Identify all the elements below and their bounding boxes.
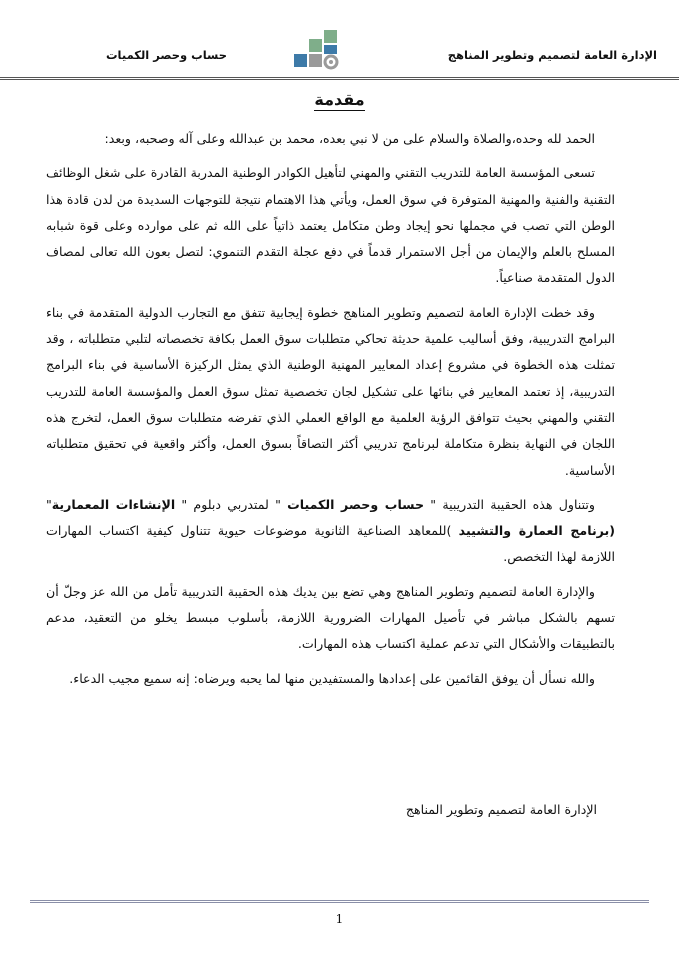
paragraph-course-scope-text-4: )للمعاهد الصناعية الثانوية موضوعات حيوية تتناول كيفية اكتساب المهارات اللازمة لهذا التخصص. — [46, 523, 615, 565]
header-course-title: حساب وحصر الكميات — [106, 48, 228, 62]
footer-divider — [30, 900, 649, 903]
page-title-text: مقدمة — [314, 90, 365, 109]
paragraph-course-scope-text-1: وتتناول هذه الحقيبة التدريبية " — [424, 496, 595, 512]
course-name-bold: حساب وحصر الكميات — [287, 496, 425, 512]
page-title — [0, 90, 679, 109]
diploma-name-bold: الإنشاءات المعمارية — [51, 496, 176, 512]
paragraph-course-scope — [46, 492, 615, 571]
paragraph-course-scope-text-2: " لمتدربي دبلوم " — [175, 496, 288, 512]
paragraph-mission: تسعى المؤسسة العامة للتدريب التقني والمهني لتأهيل الكوادر الوطنية المدربة القادرة على شغل الوظائف التقنية والفنية والمهنية المتوفرة في سوق العمل، ويأتي هذا الاهتمام نتيجة للتوجهات السديدة من لدن قادة هذا الوطن التي تصب في مجملها نحو إيجاد وطن متكامل يعتمد ذاتياً على الله ثم على موارده وعلى قوة شبابه المسلح بالعلم والإيمان من أجل الاستمرار قدماً في دفع عجلة التقدم التنموي: لتصل بعون الله تعالى لمصاف الدول المتقدمة صناعياً. — [46, 165, 615, 286]
document-body — [46, 126, 615, 700]
paragraph-curriculum-development: وقد خطت الإدارة العامة لتصميم وتطوير المناهج خطوة إيجابية تتفق مع التجارب الدولية المتقدمة في بناء البرامج التدريبية، وفق أساليب علمية حديثة تحاكي متطلبات سوق العمل بكافة تخصصاته لتلبي متطلباته ، وقد تمثلت هذه الخطوة في مشروع إعداد المعايير المهنية الوطنية الذي يمثل الركيزة الأساسية في بناء البرامج التدريبية، إذ تعتمد المعايير في بنائها على تشكيل لجان تخصصية تمثل سوق العمل والمؤسسة العامة للتدريب التقني والمهني بحيث تتوافق الرؤية العلمية مع الواقع العملي الذي تفرضه متطلبات سوق العمل، لتخرج هذه اللجان في النهاية بنظرة متكاملة لبرنامج تدريبي أكثر التصاقاً بسوق العمل، وأكثر واقعية في تحقيق متطلباته الأساسية. — [46, 304, 615, 478]
header-department-title: الإدارة العامة لتصميم وتطوير المناهج — [447, 48, 657, 62]
paragraph-course-scope-text-3: " — [46, 496, 52, 512]
page-header — [0, 0, 679, 80]
paragraph-greeting: الحمد لله وحده،والصلاة والسلام على من لا نبي بعده، محمد بن عبدالله وعلى آله وصحبه، وبعد: — [104, 131, 595, 146]
institution-logo-icon — [292, 28, 342, 74]
paragraph-prayer: والله نسأل أن يوفق القائمين على إعدادها والمستفيدين منها لما يحبه ويرضاه: إنه سميع مجيب الدعاء. — [69, 670, 595, 686]
page-number: 1 — [335, 912, 344, 926]
paragraph-hope: والإدارة العامة لتصميم وتطوير المناهج وهي تضع بين يديك هذه الحقيبة التدريبية تأمل من الله عز وجلّ أن تسهم بالشكل مباشر في تأصيل المهارات الضرورية اللازمة، بأسلوب مبسط يخلو من التعقيد، مدعم بالتطبيقات والأشكال التي تدعم عملية اكتساب هذه المهارات. — [46, 583, 615, 652]
program-name-bold: (برنامج العمارة والتشييد — [458, 523, 615, 539]
signature: الإدارة العامة لتصميم وتطوير المناهج — [405, 802, 597, 817]
